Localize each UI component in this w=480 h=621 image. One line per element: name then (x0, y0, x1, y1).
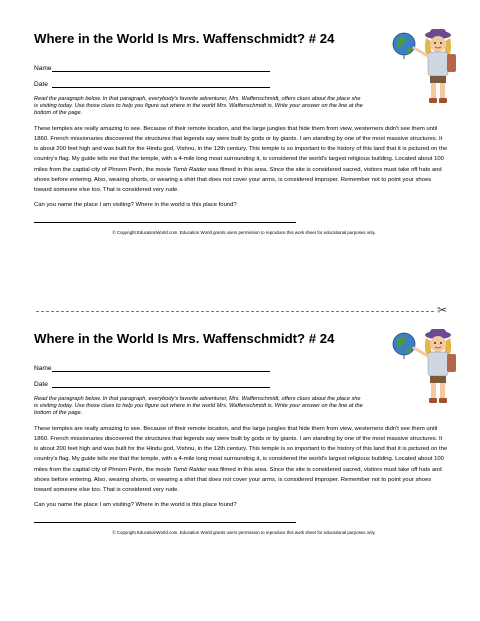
date-label: Date (34, 381, 48, 388)
globe-icon (393, 333, 415, 359)
cut-line (36, 311, 434, 312)
worksheet-title: Where in the World Is Mrs. Waffenschmidt? # 24 (34, 331, 335, 346)
answer-line[interactable] (34, 522, 296, 523)
date-line[interactable] (52, 80, 270, 88)
passage-text-2: was filmed in this area. Since the site is considered sacred, visitors must take off hats and shoes before entering. Also, wearing shorts, or wearing a shirt that does not cover your arms, is considered improper. Remember not to point your shoes toward someone else too. That is considered very rude. (34, 466, 442, 493)
copyright-notice: © Copyright EducationWorld.com. Education World grants users permission to reproduce this work sheet for educational purposes only. (112, 230, 376, 236)
date-line[interactable] (52, 380, 270, 388)
passage-text-2: was filmed in this area. Since the site is considered sacred, visitors must take off hats and shoes before entering. Also, wearing shorts, or wearing a shirt that does not cover your arms, is considered improper. Remember not to point your shoes toward someone else too. That is considered very rude. (34, 166, 442, 193)
worksheet-title: Where in the World Is Mrs. Waffenschmidt? # 24 (34, 31, 335, 46)
instructions: Read the paragraph below. In that paragraph, everybody's favorite adventurer, Mrs. Waffenschmidt, offers clues about the place she is visiting today. Use those clues to help you figure out where in the world Mrs. Waffenschmidt is. Write your answer on the line at the bottom of the page. (34, 396, 363, 416)
worksheet-bottom (34, 330, 454, 535)
clue-paragraph (34, 424, 448, 495)
traveler-illustration (390, 26, 470, 108)
name-label: Name (34, 65, 52, 72)
copyright-notice: © Copyright EducationWorld.com. Education World grants users permission to reproduce this work sheet for educational purposes only. (112, 530, 376, 536)
traveler-illustration (390, 326, 470, 408)
question: Can you name the place I am visiting? Where in the world is this place found? (34, 202, 237, 209)
clue-paragraph (34, 124, 448, 195)
date-label: Date (34, 81, 48, 88)
globe-icon (393, 33, 415, 59)
instructions: Read the paragraph below. In that paragraph, everybody's favorite adventurer, Mrs. Waffenschmidt, offers clues about the place she is visiting today. Use those clues to help you figure out where in the world Mrs. Waffenschmidt is. Write your answer on the line at the bottom of the page. (34, 96, 363, 116)
scissors-icon: ✂ (437, 303, 448, 317)
passage-text-1: These temples are really amazing to see. Because of their remote location, and the large jungles that hide them from view, westerners didn't see them until 1860. French missionaries discovered the structures that legends say were built by gods or by giants. I am standing by one of the most massive structures. It is about 200 feet high and was built for the Hindu god, Vishnu, in the 12th century. This temple is so important to the history of this land that it is pictured on the country's flag. My guide tells me that the temple, with a 4-mile long moat surrounding it, is considered the world's largest religious building. Located about 100 miles from the capital city of Phnom Penh, the movie (34, 125, 448, 173)
passage-text-1: These temples are really amazing to see. Because of their remote location, and the large jungles that hide them from view, westerners didn't see them until 1860. French missionaries discovered the structures that legends say were built by gods or by giants. I am standing by one of the most massive structures. It is about 200 feet high and was built for the Hindu god, Vishnu, in the 12th century. This temple is so important to the history of this land that it is pictured on the country's flag. My guide tells me that the temple, with a 4-mile long moat surrounding it, is considered the world's largest religious building. Located about 100 miles from the capital city of Phnom Penh, the movie (34, 425, 448, 473)
question: Can you name the place I am visiting? Where in the world is this place found? (34, 502, 237, 509)
name-line[interactable] (52, 364, 270, 372)
answer-line[interactable] (34, 222, 296, 223)
name-line[interactable] (52, 64, 270, 72)
movie-title: Tomb Raider (172, 166, 207, 173)
movie-title: Tomb Raider (172, 466, 207, 473)
name-label: Name (34, 365, 52, 372)
worksheet-top (34, 30, 454, 235)
